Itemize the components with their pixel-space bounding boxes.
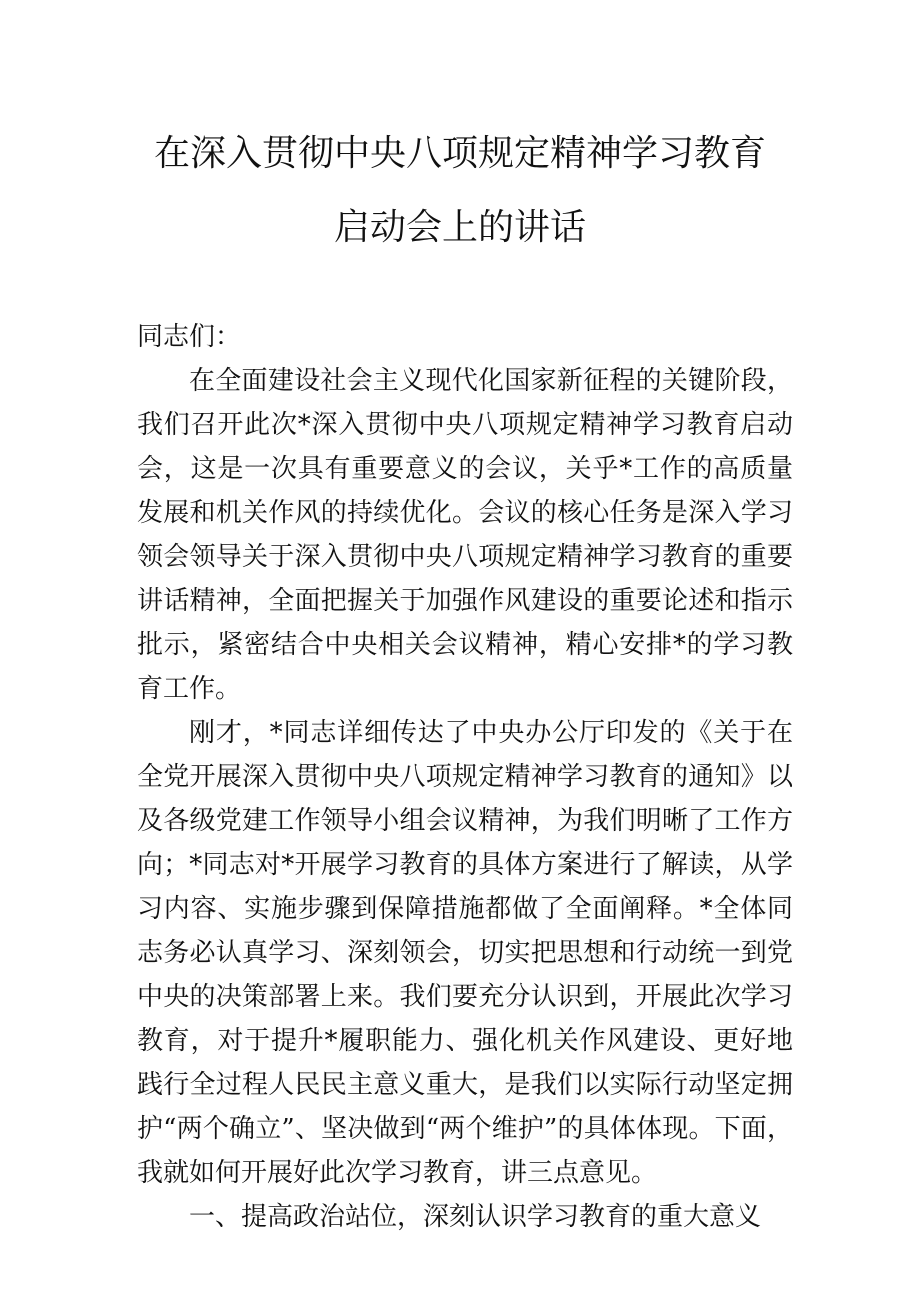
document-body bbox=[137, 315, 793, 1239]
salutation: 同志们： bbox=[137, 322, 242, 352]
document-title-line-2: 启动会上的讲话 bbox=[333, 207, 586, 248]
paragraph-1: 在全面建设社会主义现代化国家新征程的关键阶段，我们召开此次*深入贯彻中央八项规定精神学习教育启动会，这是一次具有重要意义的会议，关乎*工作的高质量发展和机关作风的持续优化。会议的核心任务是深入学习领会领导关于深入贯彻中央八项规定精神学习教育的重要讲话精神，全面把握关于加强作风建设的重要论述和指示批示，紧密结合中央相关会议精神，精心安排*的学习教育工作。 bbox=[137, 366, 793, 704]
paragraph-2: 刚才，*同志详细传达了中央办公厅印发的《关于在全党开展深入贯彻中央八项规定精神学习教育的通知》以及各级党建工作领导小组会议精神，为我们明晰了工作方向；*同志对*开展学习教育的具体方案进行了解读，从学习内容、实施步骤到保障措施都做了全面阐释。*全体同志务必认真学习、深刻领会，切实把思想和行动统一到党中央的决策部署上来。我们要充分认识到，开展此次学习教育，对于提升*履职能力、强化机关作风建设、更好地践行全过程人民民主意义重大，是我们以实际行动坚定拥护“两个确立”、坚决做到“两个维护”的具体体现。下面，我就如何开展好此次学习教育，讲三点意见。 bbox=[137, 718, 793, 1188]
document-title-line-1: 在深入贯彻中央八项规定精神学习教育 bbox=[153, 133, 766, 174]
section-heading-1: 一、提高政治站位，深刻认识学习教育的重大意义 bbox=[189, 1202, 762, 1232]
